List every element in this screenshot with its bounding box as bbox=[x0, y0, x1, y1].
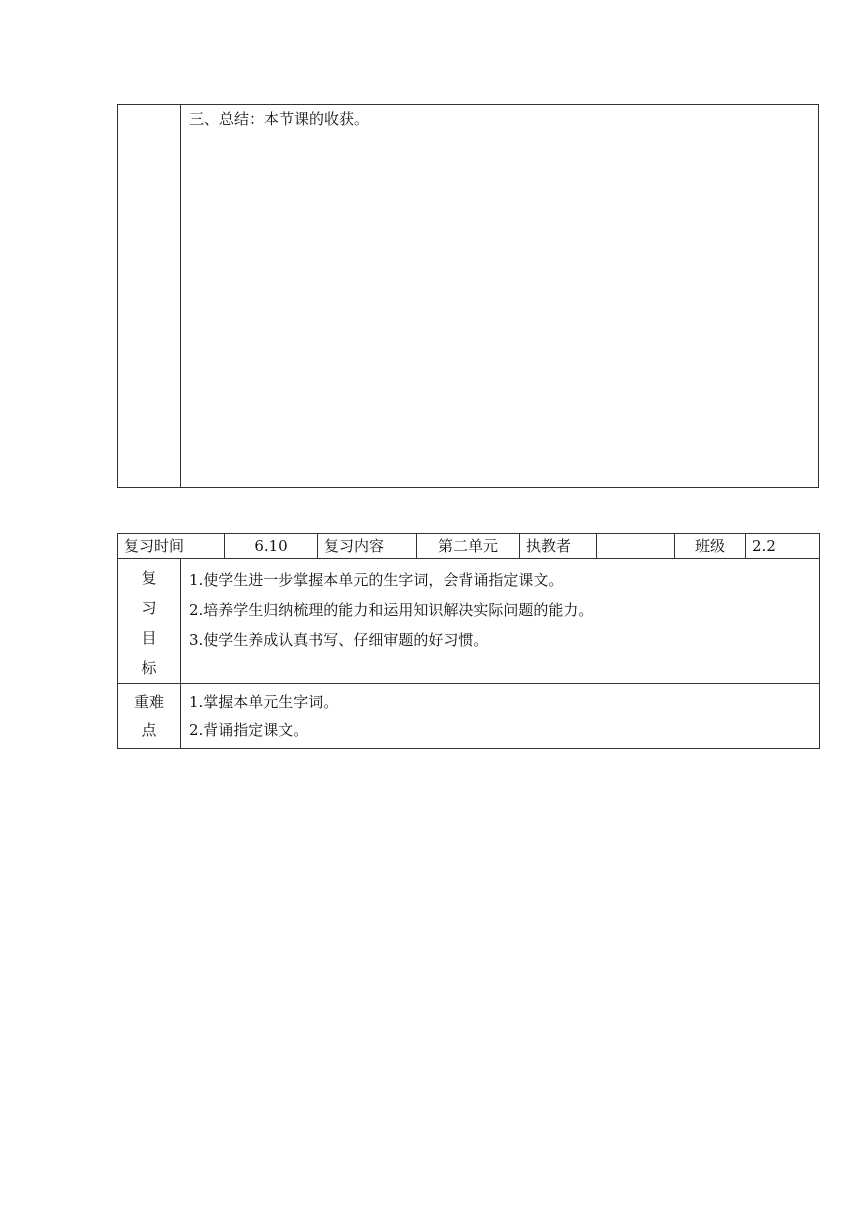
objectives-content bbox=[181, 559, 820, 684]
objectives-label bbox=[118, 559, 181, 684]
summary-row bbox=[118, 105, 819, 488]
key-points-content bbox=[181, 684, 820, 749]
summary-table bbox=[117, 104, 819, 488]
objectives-label-char: 目 bbox=[141, 629, 157, 647]
review-content-value: 第二单元 bbox=[417, 534, 520, 559]
objectives-row bbox=[118, 559, 820, 684]
objectives-label-char: 习 bbox=[141, 599, 157, 617]
class-label: 班级 bbox=[675, 534, 746, 559]
objective-item: 3.使学生养成认真书写、仔细审题的好习惯。 bbox=[189, 631, 489, 649]
teacher-value bbox=[597, 534, 675, 559]
review-time-value: 6.10 bbox=[225, 534, 318, 559]
review-time-label: 复习时间 bbox=[118, 534, 225, 559]
key-point-item: 2.背诵指定课文。 bbox=[189, 721, 309, 739]
key-points-label-char: 点 bbox=[141, 721, 157, 739]
class-value: 2.2 bbox=[746, 534, 820, 559]
review-plan-table bbox=[117, 533, 820, 749]
key-points-label bbox=[118, 684, 181, 749]
summary-label-cell bbox=[118, 105, 181, 488]
objectives-label-char: 标 bbox=[141, 659, 157, 677]
objectives-label-char: 复 bbox=[141, 569, 157, 587]
key-point-item: 1.掌握本单元生字词。 bbox=[189, 693, 339, 711]
objective-item: 1.使学生进一步掌握本单元的生字词，会背诵指定课文。 bbox=[189, 571, 564, 589]
objective-item: 2.培养学生归纳梳理的能力和运用知识解决实际问题的能力。 bbox=[189, 601, 594, 619]
header-row bbox=[118, 534, 820, 559]
summary-content-cell bbox=[181, 105, 819, 488]
teacher-label: 执教者 bbox=[520, 534, 597, 559]
key-points-label-char: 重难 bbox=[133, 693, 164, 711]
key-points-row bbox=[118, 684, 820, 749]
summary-text: 三、总结：本节课的收获。 bbox=[189, 110, 370, 128]
review-content-label: 复习内容 bbox=[318, 534, 417, 559]
